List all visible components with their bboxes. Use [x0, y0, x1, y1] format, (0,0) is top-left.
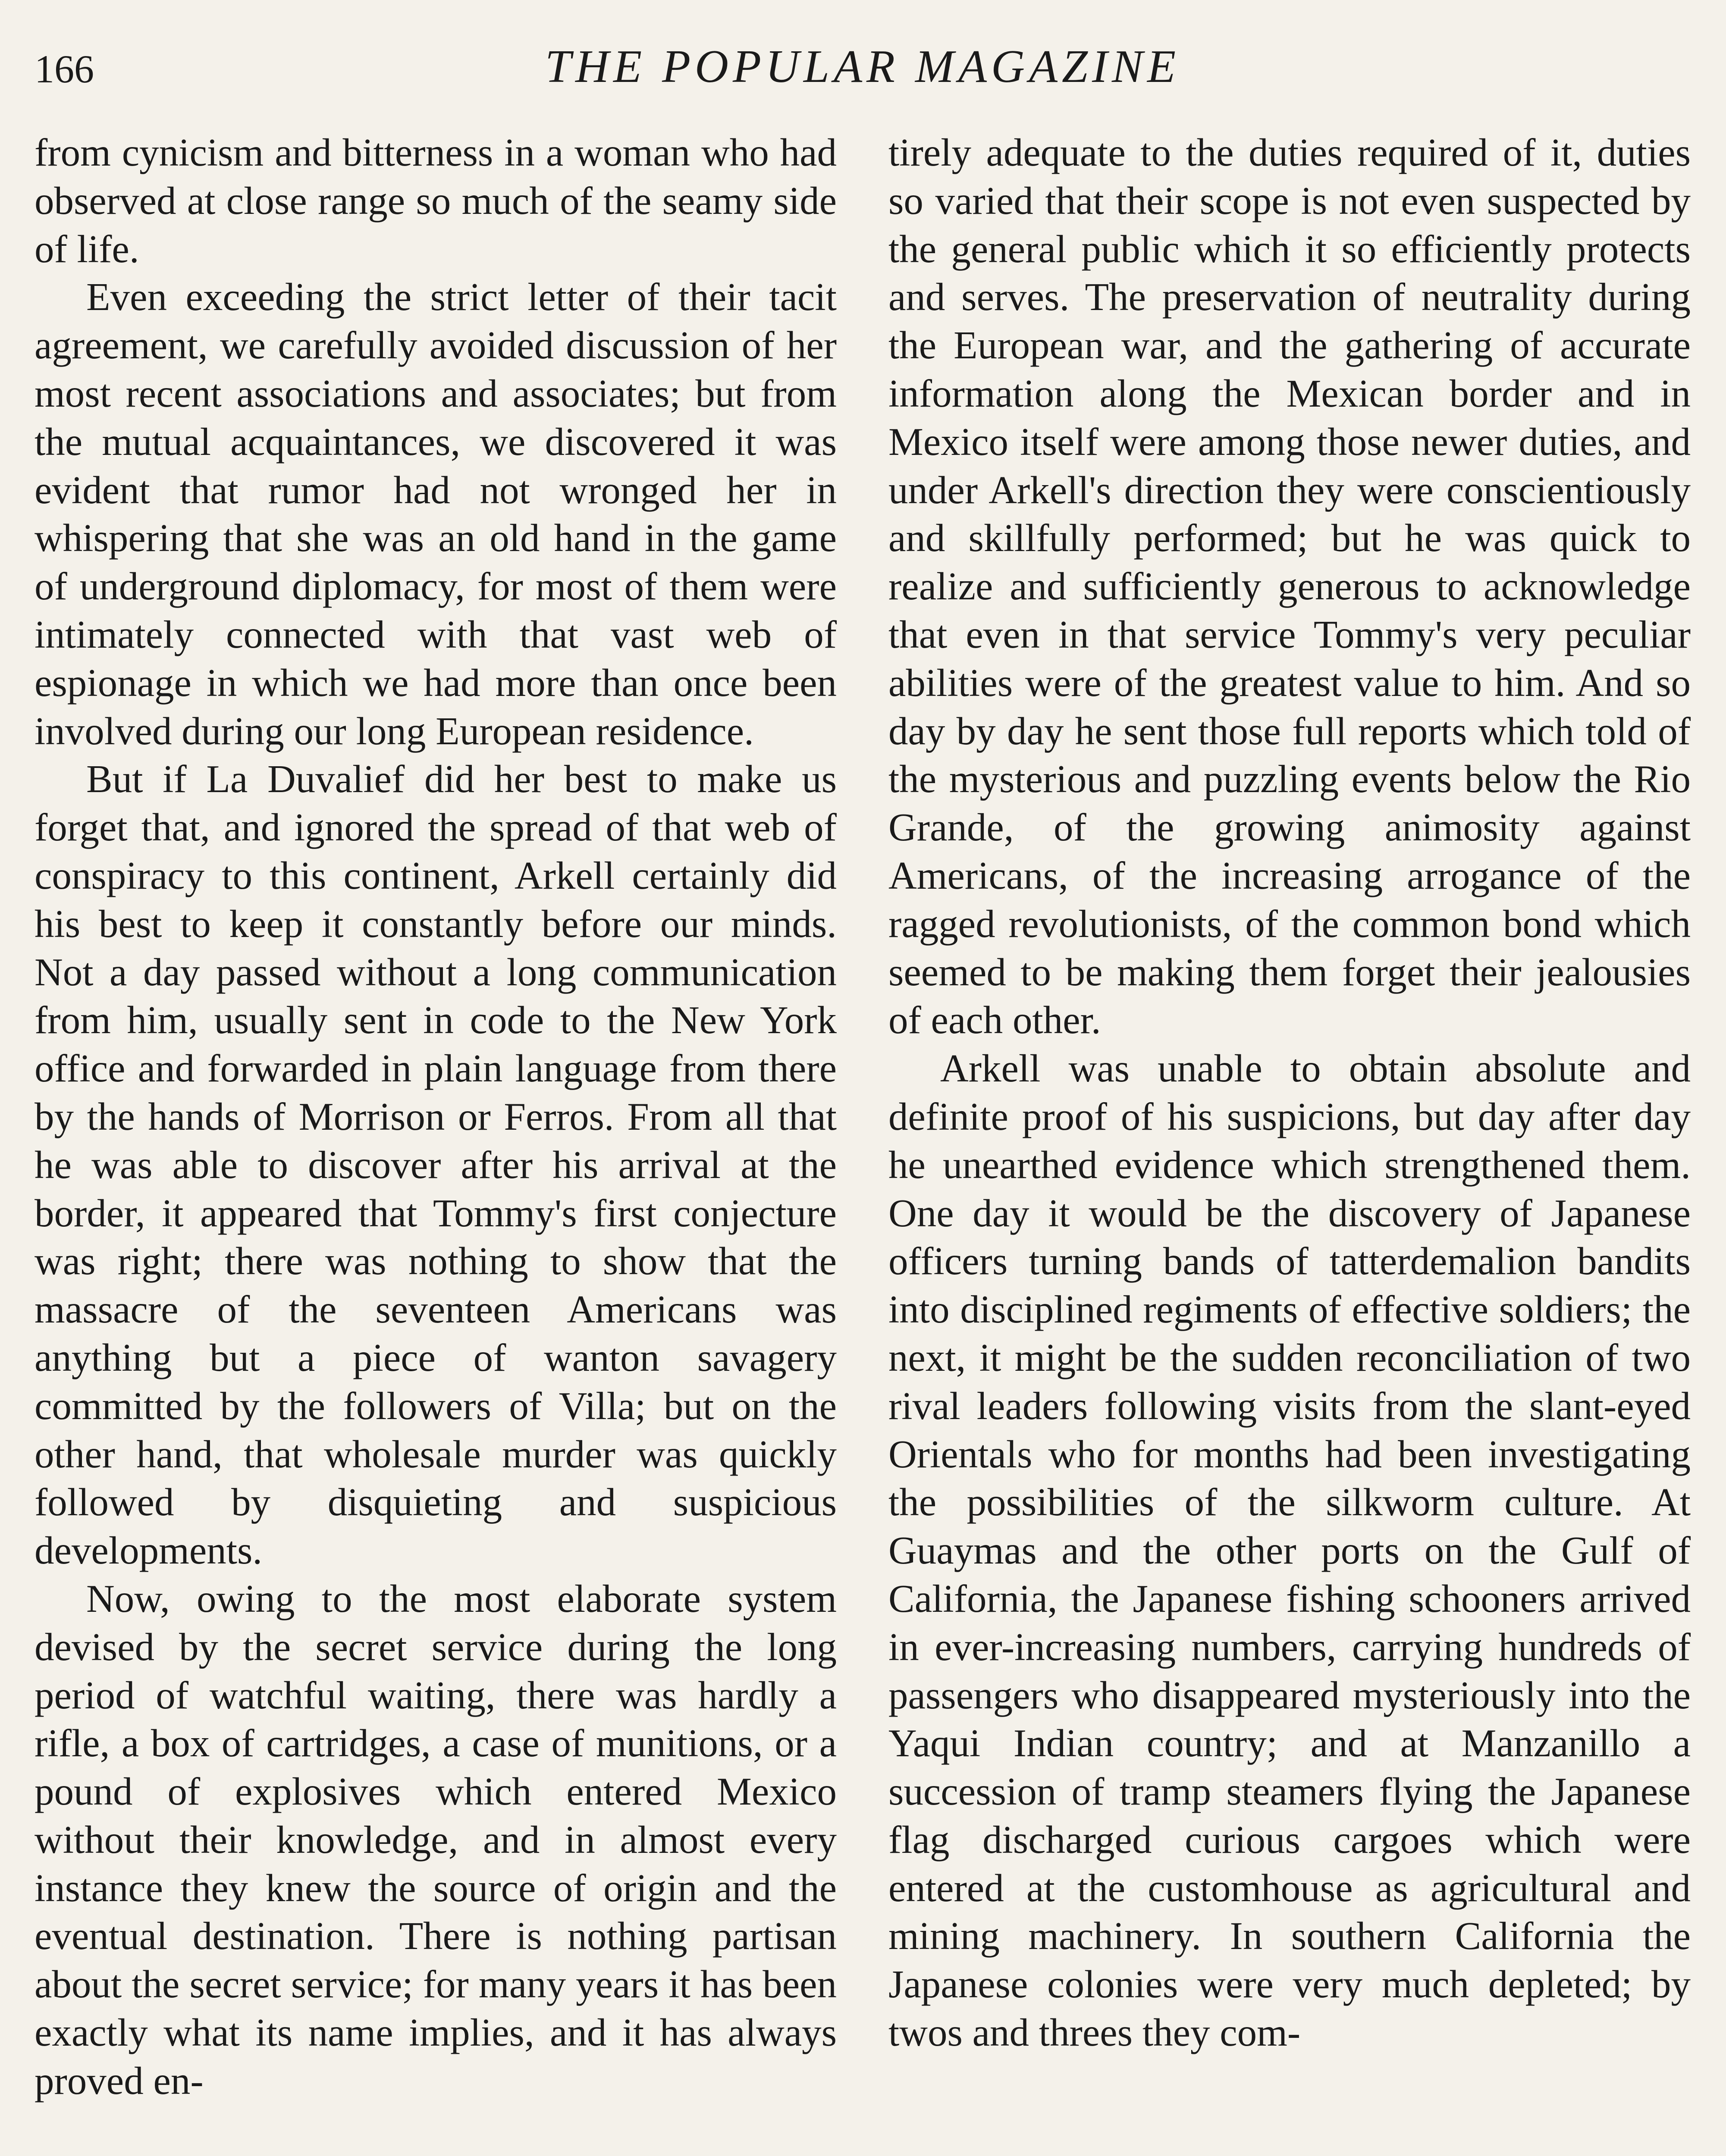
page-header [35, 39, 1691, 103]
left-column [35, 128, 837, 2105]
paragraph: Even exceeding the strict letter of their tacit agreement, we carefully avoided discussion of her most recent associations and associates; but from the mutual acquaintances, we discovered it was evident that rumor had not wronged her in whispering that she was an old hand in the game of underground diplomacy, for most of them were intimately connected with that vast web of espionage in which we had more than once been involved during our long European residence. [35, 275, 837, 753]
page-number: 166 [35, 47, 94, 91]
paragraph: Arkell was unable to obtain absolute and definite proof of his suspicions, but day after day he unearthed evidence which strengthened them. One day it would be the discovery of Japanese officers turning bands of tatterdemalion bandits into disciplined regiments of effective soldiers; the next, it might be the sudden reconciliation of two rival leaders following visits from the slant-eyed Orientals who for months had been investigating the possibilities of the silkworm culture. At Guaymas and the other ports on the Gulf of California, the Japanese fishing schooners arrived in ever-increasing numbers, carrying hundreds of passengers who disappeared mysteriously into the Yaqui Indian country; and at Manzanillo a succession of tramp steamers flying the Japanese flag discharged curious cargoes which were entered at the customhouse as agricultural and mining machinery. In southern California the Japanese colonies were very much depleted; by twos and threes they com- [888, 1047, 1691, 2055]
right-column [888, 128, 1691, 2057]
paragraph: tirely adequate to the duties required of it, duties so varied that their scope is not even suspected by the general public which it so efficiently protects and serves. The preservation of neutrality during the European war, and the gathering of accurate information along the Mexican border and in Mexico itself were among those newer duties, and under Arkell's direction they were conscientiously and skillfully performed; but he was quick to realize and sufficiently generous to acknowledge that even in that service Tommy's very peculiar abilities were of the greatest value to him. And so day by day he sent those full reports which told of the mysterious and puzzling events below the Rio Grande, of the growing animosity against Americans, of the increasing arrogance of the ragged revolutionists, of the common bond which seemed to be making them forget their jealousies of each other. [888, 131, 1691, 1042]
paragraph: Now, owing to the most elaborate system devised by the secret service during the long period of watchful waiting, there was hardly a rifle, a box of cartridges, a case of munitions, or a pound of explosives which entered Mexico without their knowledge, and in almost every instance they knew the source of origin and the eventual destination. There is nothing partisan about the secret service; for many years it has been exactly what its name implies, and it has always proved en- [35, 1576, 837, 2103]
paragraph: from cynicism and bitterness in a woman who had observed at close range so much of the seamy side of life. [35, 131, 837, 271]
magazine-title: THE POPULAR MAGAZINE [545, 41, 1180, 92]
paragraph: But if La Duvalief did her best to make us forget that, and ignored the spread of that web of conspiracy to this continent, Arkell certainly did his best to keep it constantly before our minds. Not a day passed without a long communication from him, usually sent in code to the New York office and forwarded in plain language from there by the hands of Morrison or Ferros. From all that he was able to discover after his arrival at the border, it appeared that Tommy's first conjecture was right; there was nothing to show that the massacre of the seventeen Americans was anything but a piece of wanton savagery committed by the followers of Villa; but on the other hand, that wholesale murder was quickly followed by disquieting and suspicious developments. [35, 757, 837, 1573]
